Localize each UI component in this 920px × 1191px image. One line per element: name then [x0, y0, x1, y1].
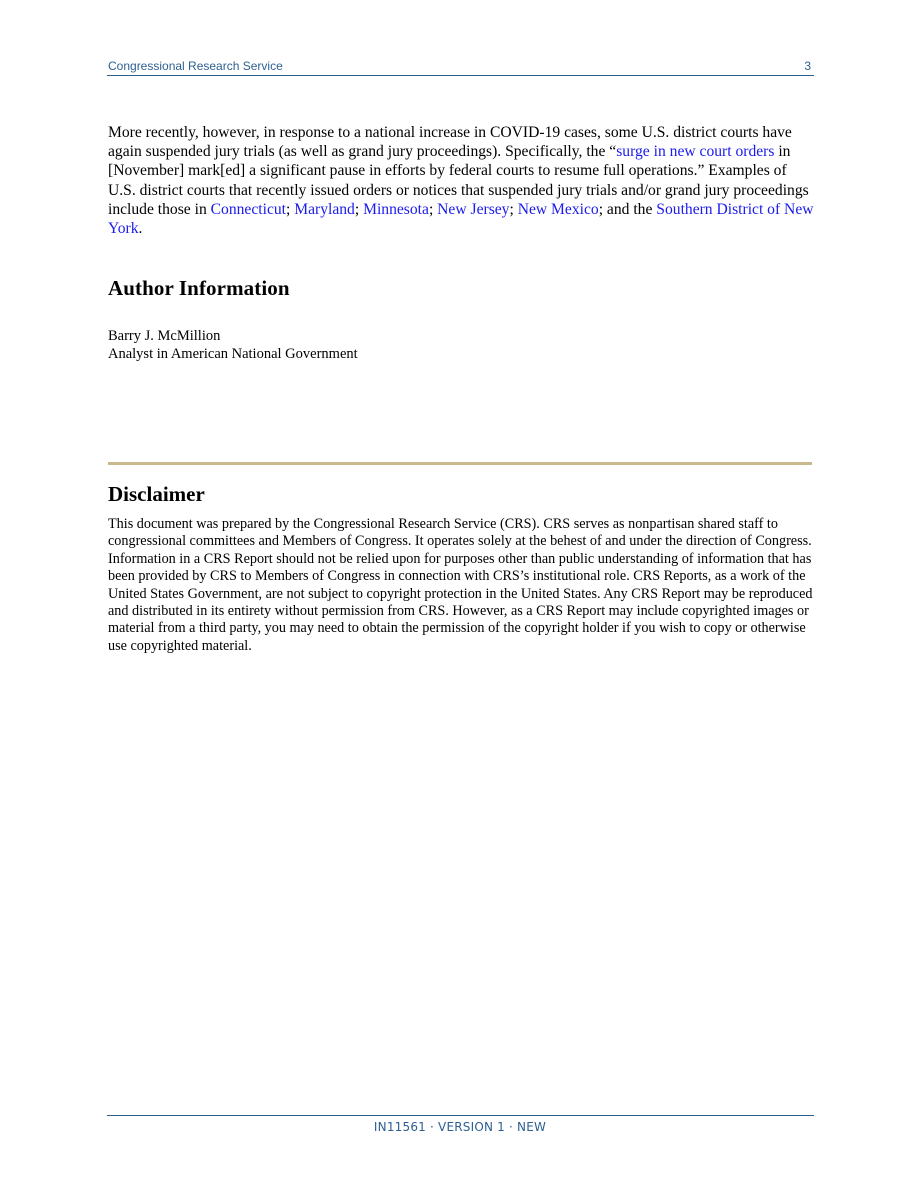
- footer-divider: [107, 1115, 814, 1116]
- separator: ;: [286, 200, 295, 218]
- link-minnesota[interactable]: Minnesota: [363, 200, 429, 218]
- separator: ; and the: [598, 200, 657, 218]
- body-text-2: in [November] mark[ed] a significant pause in efforts by federal courts to resume full operations.” Examples of U.S. district courts that recently issued orders or notices that suspended jury trials and/or grand jury proceedings include those in: [108, 143, 809, 218]
- footer-document-id: IN11561 · VERSION 1 · NEW: [373, 1120, 547, 1134]
- author-block: [108, 328, 358, 363]
- separator: ;: [354, 200, 364, 218]
- body-text-end: .: [138, 220, 143, 238]
- disclaimer-text: This document was prepared by the Congressional Research Service (CRS). CRS serves as nonpartisan shared staff to congressional committees and Members of Congress. It operates solely at the behest of and under the direction of Congress. Information in a CRS Report should not be relied upon for purposes other than public understanding of information that has been provided by CRS to Members of Congress in connection with CRS’s institutional role. CRS Reports, as a work of the United States Government, are not subject to copyright protection in the United States. Any CRS Report may be reproduced and distributed in its entirety without permission from CRS. However, as a CRS Report may include copyrighted images or material from a third party, you may need to obtain the permission of the copyright holder if you wish to copy or otherwise use copyrighted material.: [108, 516, 813, 654]
- separator: ;: [509, 200, 518, 218]
- link-surge-in-new-court-orders[interactable]: surge in new court orders: [616, 143, 775, 161]
- disclaimer-divider: [108, 462, 812, 465]
- author-name: Barry J. McMillion: [108, 328, 221, 344]
- link-maryland[interactable]: Maryland: [294, 200, 355, 218]
- link-southern-district-of-new-york[interactable]: Southern District of New York: [108, 200, 814, 238]
- link-new-jersey[interactable]: New Jersey: [437, 200, 510, 218]
- author-information-heading: Author Information: [108, 276, 290, 300]
- header-page-number: 3: [804, 59, 811, 73]
- link-connecticut[interactable]: Connecticut: [210, 200, 286, 218]
- page-header: [107, 58, 814, 76]
- disclaimer-heading: Disclaimer: [108, 482, 205, 506]
- body-paragraph: [108, 123, 816, 238]
- link-new-mexico[interactable]: New Mexico: [517, 200, 599, 218]
- body-text-1: More recently, however, in response to a national increase in COVID-19 cases, some U.S. district courts have again suspended jury trials (as well as grand jury proceedings). Specifically, the “: [108, 124, 792, 161]
- author-title: Analyst in American National Government: [108, 345, 358, 362]
- separator: ;: [428, 200, 438, 218]
- header-organization: Congressional Research Service: [108, 59, 283, 73]
